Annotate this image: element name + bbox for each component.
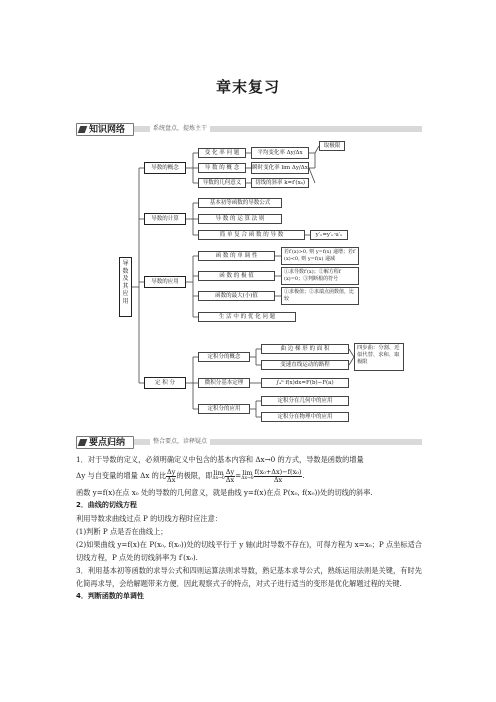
paragraph-5: (2)如果曲线 y=f(x)在 P(x₀, f(x₀))处的切线平行于 y 轴(此时导数不存在)，可得方程为 x=x₀；P 点坐标适合切线方程，P 点处的切线斜率为 f′(x₀).: [76, 540, 422, 562]
detail-max-min-steps: ①求极值；②求端点函数值，比较: [281, 287, 359, 305]
paragraph-6: 3．利用基本初等函数的求导公式和四则运算法则求导数，熟记基本求导公式，熟练运用法则是关键，有时先化简再求导，会给解题带来方便．因此观察式子的特点，对式子进行适当的变形是优化解题过程的关键.: [76, 566, 422, 588]
header-tab: [76, 123, 134, 136]
detail-instant-rate: 瞬时变化率 lim Δy/Δx: [251, 162, 309, 174]
key-points-body: [76, 453, 422, 603]
leaf-fundamental-theorem: 微积分基本定理: [198, 378, 250, 388]
fraction-denominator: Δx: [167, 475, 176, 484]
equals-sign: =: [235, 471, 242, 480]
leaf-optimization: 生 活 中 的 优 化 问 题: [198, 312, 296, 322]
limit-symbol-2: [241, 470, 253, 482]
lim-text: lim: [213, 469, 224, 477]
detail-take-limit: 取极限: [319, 141, 345, 151]
leaf-composite-derivative: 简 单 复 合 函 数 的 导 数: [198, 230, 305, 240]
leaf-derivative-concept: 导 数 的 概 念: [198, 163, 246, 173]
section-subtitle: 整合要点，诊释疑点: [150, 437, 210, 447]
detail-chain-rule: y′ₓ=y′ᵤ·u′ₓ: [310, 230, 348, 240]
leaf-geometric-meaning: 导数的几何意义: [198, 178, 246, 188]
detail-newton-leibniz: ∫ₐᵇ f(x)dx=F(b)−F(a): [261, 378, 349, 388]
lim-text: lim: [242, 469, 253, 477]
detail-variable-motion-distance: 变速直线运动的路程: [261, 360, 349, 370]
section-subtitle: 系统盘点，提炼主干: [150, 124, 210, 134]
leaf-integral-concept: 定积分的概念: [198, 352, 250, 362]
paragraph-1c-text: 的极限，即: [176, 471, 213, 480]
concept-map: [117, 137, 419, 433]
fraction-numerator: Δy: [225, 467, 235, 476]
leaf-extreme-value: 函 数 的 极 值: [198, 271, 275, 281]
paragraph-3: 利用导数求曲线过点 P 的切线方程时应注意：: [76, 514, 222, 523]
detail-tangent-slope: 切线的斜率 k=f′(x₀): [251, 178, 309, 188]
leaf-rate-of-change: 变 化 率 问 题: [198, 148, 246, 158]
leaf-integral-application: 定积分的应用: [198, 404, 250, 414]
paragraph-1b: [76, 466, 422, 486]
detail-curved-trapezoid-area: 曲 边 梯 形 的 面 积: [261, 344, 349, 354]
branch-derivative-application: 导数的应用: [144, 276, 186, 288]
header-tab: [76, 436, 134, 449]
paragraph-1b-text: Δy 与自变量的增量 Δx 的比: [76, 471, 167, 480]
fraction-dy-dx-2: [225, 469, 235, 484]
section-label: 知识网络: [89, 125, 126, 135]
fraction-denominator: Δx: [225, 475, 235, 484]
detail-four-steps: 四步曲：分割、近似代替、求和、取极限: [354, 343, 404, 371]
leaf-monotonicity: 函 数 的 单 调 性: [198, 251, 275, 261]
branch-derivative-calculation: 导数的计算: [144, 213, 186, 225]
branch-definite-integral: 定 积 分: [144, 377, 186, 389]
header-mark-icon: [78, 126, 88, 133]
leaf-derivative-rules: 导 数 的 运 算 法 则: [198, 214, 282, 224]
leaf-basic-derivative-formulas: 基本初等函数的导数公式: [198, 198, 282, 208]
header-mark-icon: [78, 439, 88, 446]
lim-subscript: Δx→0: [241, 476, 254, 481]
lim-subscript: Δx→0: [212, 476, 225, 481]
leaf-max-min-value: 函数的最大(小)值: [198, 291, 275, 301]
paragraph-1a: 1．对于导数的定义，必须明确定义中包含的基本内容和 Δx→0 的方式，导数是函数的增量: [76, 455, 364, 464]
section-header-knowledge-network: [76, 123, 422, 136]
detail-extreme-steps: ①求导数f′(x)；②解方程f′(x)=0；③判断根的符号: [281, 267, 359, 285]
page-title: 章末复习: [215, 78, 280, 96]
fraction-difference-quotient: [254, 469, 303, 484]
tree-root: 导数及其应用: [119, 257, 132, 317]
paragraph-4: (1)判断 P 点是否在曲线上；: [76, 527, 168, 536]
fraction-denominator: Δx: [273, 475, 283, 484]
detail-monotonicity: 若f′(x)>0, 则 y=f(x) 递增；若f′(x)<0, 则 y=f(x) 递减: [281, 247, 359, 265]
branch-derivative-concept: 导数的概念: [144, 162, 186, 174]
detail-physics-application: 定积分在物理中的应用: [261, 412, 349, 422]
heading-tangent-equation: 2．曲线的切线方程: [76, 501, 137, 509]
detail-geometry-application: 定积分在几何中的应用: [261, 396, 349, 406]
heading-monotonicity: 4．判断函数的单调性: [76, 592, 144, 600]
period: .: [302, 471, 305, 480]
detail-average-rate: 平均变化率 Δy/Δx: [251, 147, 309, 159]
fraction-numerator: f(x₀+Δx)−f(x₀): [254, 467, 302, 476]
limit-symbol: [212, 470, 224, 482]
fraction-dy-dx: [166, 469, 176, 484]
section-header-key-points: [76, 436, 422, 449]
section-label: 要点归纳: [89, 438, 126, 448]
fraction-numerator: Δy: [167, 467, 176, 476]
paragraph-2: 函数 y=f(x)在点 x₀ 处的导数的几何意义，就是曲线 y=f(x)在点 P(x₀, f(x₀))处的切线的斜率.: [76, 488, 373, 497]
